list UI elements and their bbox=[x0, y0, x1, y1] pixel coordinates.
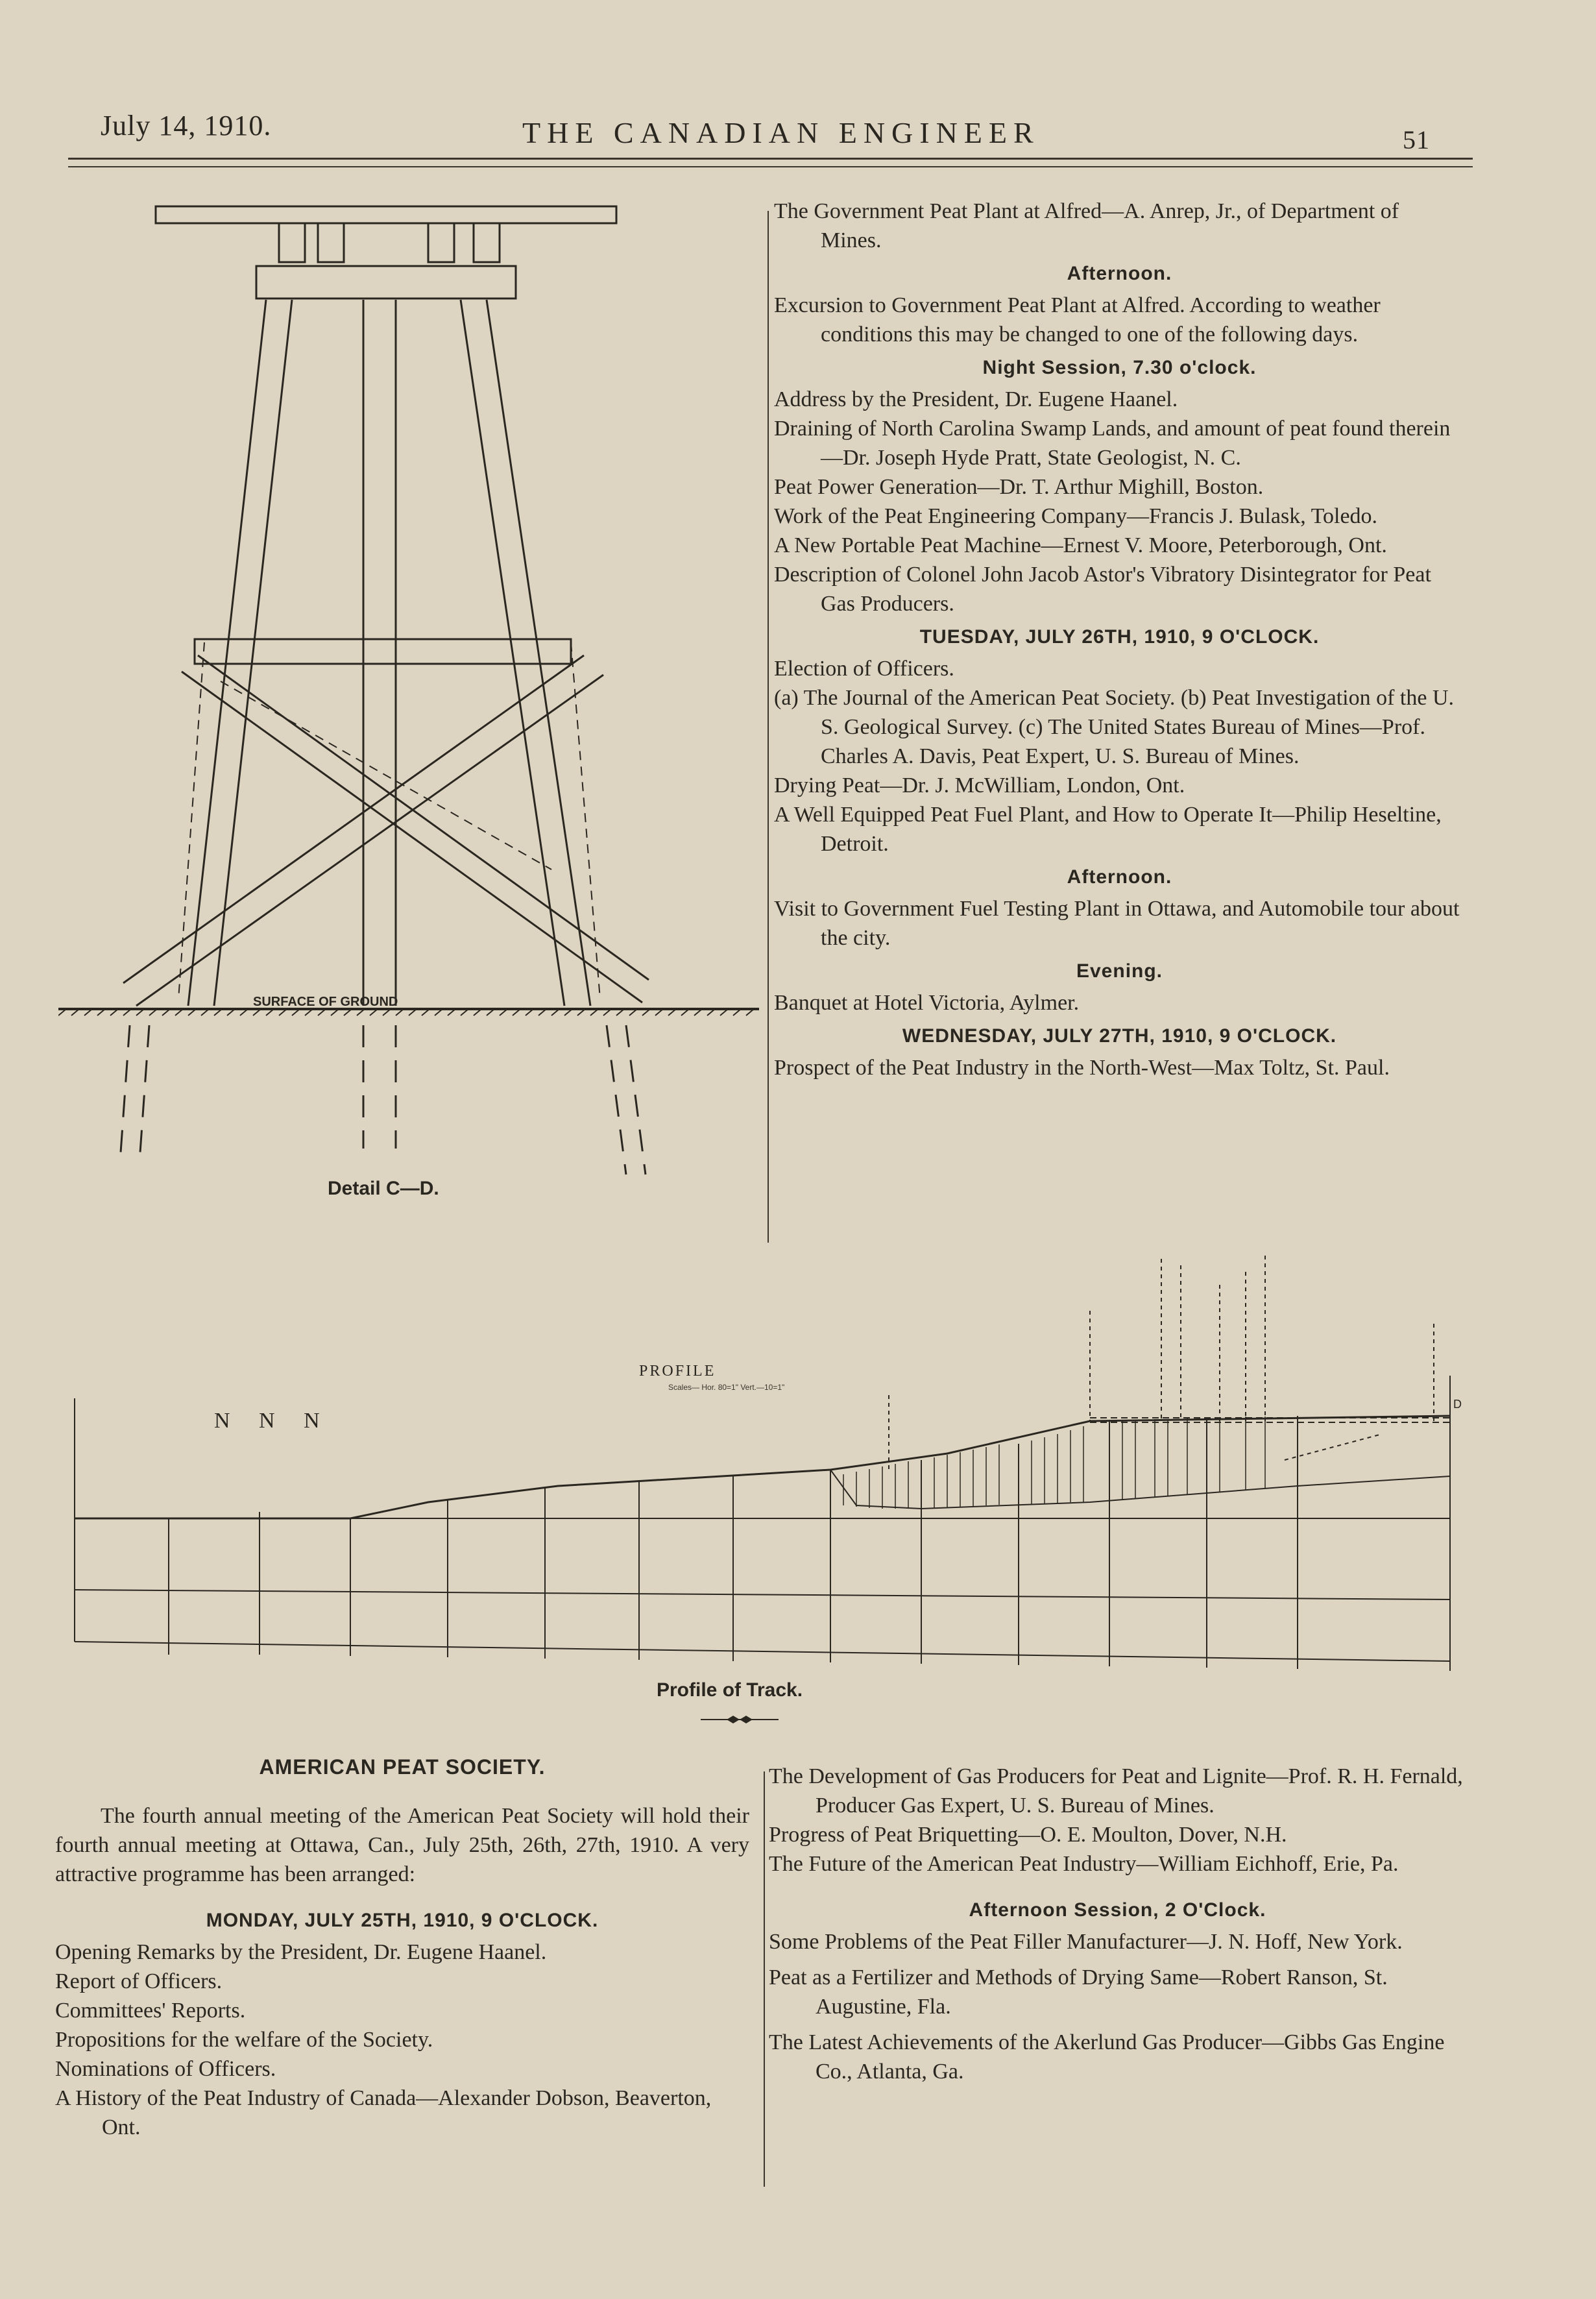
programme-item: The Development of Gas Producers for Peat and Lignite—Prof. R. H. Fernald, Producer Gas Expert, U. S. Bureau of Mines. bbox=[769, 1764, 1463, 1818]
programme-item: Draining of North Carolina Swamp Lands, and amount of peat found therein—Dr. Joseph Hyde Pratt, State Geologist, N. C. bbox=[774, 417, 1451, 470]
section-heading: Afternoon Session, 2 O'Clock. bbox=[969, 1899, 1266, 1921]
section-heading: MONDAY, JULY 25TH, 1910, 9 O'CLOCK. bbox=[206, 1910, 599, 1931]
programme-item: Nominations of Officers. bbox=[55, 2057, 276, 2081]
programme-item: Some Problems of the Peat Filler Manufacturer—J. N. Hoff, New York. bbox=[769, 1930, 1403, 1954]
programme-item: Report of Officers. bbox=[55, 1969, 223, 1993]
ornament-divider bbox=[701, 1713, 779, 1726]
section-heading: Night Session, 7.30 o'clock. bbox=[982, 357, 1257, 378]
tower-detail-drawing bbox=[58, 188, 766, 1200]
header-rule-2 bbox=[68, 166, 1473, 167]
programme-item: The Government Peat Plant at Alfred—A. Anrep, Jr., of Department of Mines. bbox=[774, 199, 1399, 252]
programme-item: A Well Equipped Peat Fuel Plant, and How to Operate It—Philip Heseltine, Detroit. bbox=[774, 803, 1442, 856]
cap-beam bbox=[156, 206, 616, 223]
programme-right-top bbox=[774, 197, 1465, 1082]
programme-item: Work of the Peat Engineering Company—Francis J. Bulask, Toledo. bbox=[774, 504, 1378, 528]
tower-caption: Detail C—D. bbox=[328, 1178, 439, 1199]
programme-item: Propositions for the welfare of the Society. bbox=[55, 2028, 433, 2052]
column-divider-bottom bbox=[764, 1771, 765, 2187]
profile-title: PROFILE bbox=[639, 1363, 716, 1380]
programme-item: Excursion to Government Peat Plant at Alfred. According to weather conditions this may be changed to one of the following days. bbox=[774, 293, 1381, 347]
header-date: July 14, 1910. bbox=[101, 110, 272, 141]
section-heading: TUESDAY, JULY 26TH, 1910, 9 O'CLOCK. bbox=[919, 626, 1320, 648]
track-profile-drawing bbox=[65, 1246, 1473, 1700]
programme-item: Election of Officers. bbox=[774, 657, 954, 681]
society-intro: The fourth annual meeting of the American Peat Society will hold their fourth annual meeting at Ottawa, Can., July 25th, 26th, 27th, 1910. A very attractive programme has been arranged: bbox=[55, 1804, 749, 1886]
society-article-left bbox=[55, 1749, 749, 2142]
section-heading: Afternoon. bbox=[1067, 263, 1172, 284]
programme-item: Drying Peat—Dr. J. McWilliam, London, Ont. bbox=[774, 773, 1185, 797]
programme-item: Peat Power Generation—Dr. T. Arthur Mighill, Boston. bbox=[774, 475, 1264, 499]
section-heading: Evening. bbox=[1076, 960, 1163, 982]
journal-title: THE CANADIAN ENGINEER bbox=[522, 116, 1040, 149]
programme-item: Address by the President, Dr. Eugene Haanel. bbox=[774, 387, 1178, 411]
profile-scales: Scales— Hor. 80=1" Vert.—10=1" bbox=[668, 1383, 785, 1392]
section-heading: WEDNESDAY, JULY 27TH, 1910, 9 O'CLOCK. bbox=[902, 1025, 1337, 1047]
programme-item: (a) The Journal of the American Peat Society. (b) Peat Investigation of the U. S. Geological Survey. (c) The United States Bureau of Mines—Prof. Charles A. Davis, Peat Expert, U. S. Bureau of Mines. bbox=[774, 686, 1455, 768]
programme-item: Banquet at Hotel Victoria, Aylmer. bbox=[774, 991, 1080, 1015]
programme-item: Committees' Reports. bbox=[55, 1999, 246, 2023]
programme-item: A History of the Peat Industry of Canada—Alexander Dobson, Beaverton, Ont. bbox=[55, 2086, 712, 2139]
programme-right-bottom bbox=[769, 1762, 1466, 2093]
programme-item: A New Portable Peat Machine—Ernest V. Moore, Peterborough, Ont. bbox=[774, 533, 1387, 557]
header-rule bbox=[68, 158, 1473, 160]
profile-caption: Profile of Track. bbox=[657, 1679, 803, 1701]
page-number: 51 bbox=[1403, 125, 1430, 154]
ground-label: SURFACE OF GROUND bbox=[253, 995, 398, 1009]
profile-end-letter: D bbox=[1453, 1398, 1462, 1411]
cap-block bbox=[256, 266, 516, 298]
programme-item: Progress of Peat Briquetting—O. E. Moulton, Dover, N.H. bbox=[769, 1823, 1287, 1847]
section-heading: Afternoon. bbox=[1067, 866, 1172, 888]
programme-item: The Future of the American Peat Industry—William Eichhoff, Erie, Pa. bbox=[769, 1852, 1399, 1876]
programme-item: Prospect of the Peat Industry in the North-West—Max Toltz, St. Paul. bbox=[774, 1056, 1390, 1080]
programme-item: Description of Colonel John Jacob Astor's Vibratory Disintegrator for Peat Gas Producers. bbox=[774, 563, 1431, 616]
profile-letters: N N N bbox=[214, 1409, 332, 1433]
programme-item: Peat as a Fertilizer and Methods of Drying Same—Robert Ranson, St. Augustine, Fla. bbox=[769, 1965, 1388, 2019]
programme-item: The Latest Achievements of the Akerlund Gas Producer—Gibbs Gas Engine Co., Atlanta, Ga. bbox=[769, 2030, 1445, 2084]
monday-programme bbox=[55, 1906, 749, 2142]
programme-item: Visit to Government Fuel Testing Plant in Ottawa, and Automobile tour about the city. bbox=[774, 897, 1460, 950]
programme-item: Opening Remarks by the President, Dr. Eugene Haanel. bbox=[55, 1940, 547, 1964]
society-heading: AMERICAN PEAT SOCIETY. bbox=[259, 1755, 546, 1779]
column-divider-top bbox=[768, 211, 769, 1243]
